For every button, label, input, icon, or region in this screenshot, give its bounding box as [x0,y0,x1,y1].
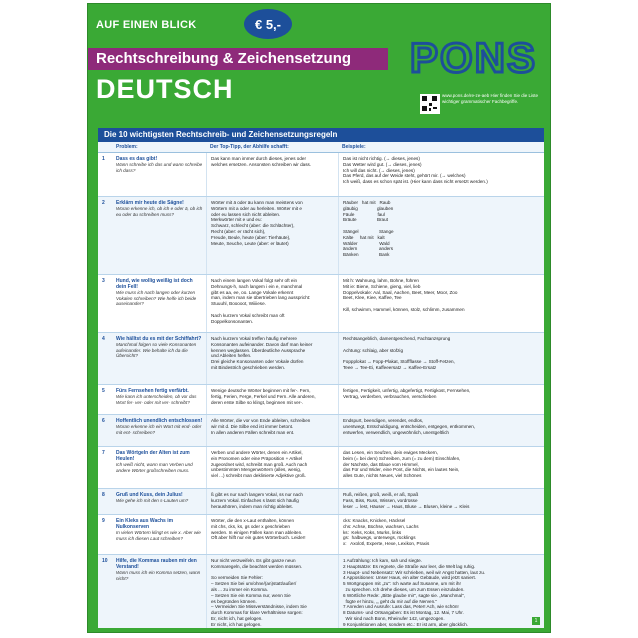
rule-number: 1 [102,156,105,162]
rule-row [98,197,544,275]
tip-line: Verben und andere Wörter, denen ein Artikel, [211,450,303,455]
tip-line: heraushören, indem man richtig ableitet. [211,503,293,509]
rule-tip [206,515,338,554]
tip-line: Er nicht, ich hat gelogen. [211,621,262,627]
tip-line: werden. In einigen Fällen kann man ableiten. [211,529,303,535]
tip-line: kennen weglassen. Überdeutliche Aussprache [211,347,306,353]
example-line: 1 Aufzählung: Ich kam, sah und siegte. [343,558,422,563]
rule-problem [98,555,206,628]
tip-line: als ... zu immer ein Komma. [211,586,268,592]
tip-line: Meute, Seuche, Leute (aber: er läutet) [211,240,289,246]
tip-line: Stuuuhl, Booooot, Wiiiiese. [211,301,266,307]
tip-line: Das kann man immer durch dieses, jenes oder [211,156,306,161]
rule-title: Hoffentlich unendlich entschlossen! [116,418,203,424]
example-line: leser → lest, Häuser → Haus, Bluse → Blusen, kleine → Kleis [343,503,470,509]
rule-question: Wie muss ich nach langen oder kurzen Vokalen schreiben? Wie helfe ich beide auseinander? [116,290,197,307]
example-line: Kälte hat mit kalt [343,234,385,240]
tip-line: welches ersetzen. Ansonsten schreiben wir dass. [211,161,312,167]
rule-title: Dass es das gibt! [116,156,158,162]
example-line: Fäule faul [343,211,385,217]
tip-line: Kommaregeln, die beachtet werden müssen. [211,563,303,569]
rule-title: Wie hälltst du es mit der Schiffahrt? [116,336,202,342]
example-line: Mit h: Wahnung, lahm, Bohne, führen [343,278,419,283]
example-line: Beet, Klee, Kiee, Kaffee, Tee [343,295,402,301]
example-line: fertigen, Fertigkeit, unfertig, abgefertigt, Fertigkost, Fernsehen, [343,388,471,393]
example-line: 4 Appositionen: Unser Haus, ein alter Gebäude, wird jetzt saniert. [343,575,477,581]
rule-row [98,415,544,447]
rule-row [98,385,544,415]
rule-problem [98,275,206,332]
rule-examples [338,415,544,446]
example-line: Ich will das nicht. (→ dieses, jenes) [343,167,415,173]
rule-question: Woran erkenne ich ein Wort mit end- oder mit ent- schreiben? [116,424,202,435]
rule-number: 4 [102,336,105,342]
qr-description: www.pons.de/re-ze-aeb Hier finden Sie die Liste wichtiger grammatischer Fachbegriffe. [442,93,539,104]
example-line: das Lesen, ein Seufzen, dein ewiges Meckern, [343,450,438,455]
column-header-problem: Problem: [116,144,138,150]
example-line: Das Pferd, das auf der Weide steht, gehört mir. (→ welches) [343,173,466,179]
tip-line: gibt es aa, ee, oo. Lange Vokale erkennt [211,289,294,295]
tip-line: Recht (aber: er rächt sich), [211,228,266,234]
rule-tip [206,385,338,414]
tip-line: unbestimmten Mengenwörtern (alles, wenig, [211,467,302,473]
rule-row [98,515,544,555]
rule-problem [98,333,206,384]
example-line: x: Axolotl, Experte, Hexe, Lexikon, Praxis [343,541,430,547]
example-line: 8 Datums- und Ortsangaben: Es ist Montag, 12. Mai, 7 Uhr. [343,610,464,616]
example-line: Vertrag, verderben, verbrauchen, verschieben [343,393,437,399]
tip-line: Wörtern mit a oder au herleiten. Wörter mit e [211,205,302,211]
tip-line: – Vermeiden Sie Missverständnisse, indem Sie [211,604,307,610]
example-line: Rechtsangeblich, damentgeschend, Fachtanzsprung [343,336,451,341]
tip-line: Konsonanten aufeinander. Davon darf man keiner [211,341,313,347]
tip-line: Oft aber hilft nur ein gutes Wörterbuch. Leider! [211,535,306,541]
example-line: cks: Knacks, Knicken, Häcksel [343,518,406,523]
rule-question: In vielen Wörtern klingt es wie x. Aber wie muss ich diesen Laut schreiben? [116,530,201,541]
rule-problem [98,515,206,554]
rule-question: Wie kann ich unterscheiden, ob vor das Wort fer- ver- oder mit ver- schreibt? [116,394,197,405]
rule-examples [338,275,544,332]
example-line: Ich weiß, dass es schon spät ist. (Hier kann dass nicht ersetzt werden.) [343,179,488,185]
pons-logo [408,34,538,78]
rule-problem [98,447,206,488]
tip-line: Wenige deutsche Wörter beginnen mit fer-. Fern, [211,388,311,393]
example-line: entwerfen, verwendlich, ungewöhnlich, unentgeltlich [343,429,449,435]
example-line: Ruß, reißen, groß, weiß, er aß, Spaß [343,492,419,497]
rule-title: Ein Kleks aus Wachs im Nulkonserven [116,518,174,530]
rule-number: 10 [102,558,108,564]
tip-line: viel ...) schreibt man deklinierte Adjektive groß. [211,473,306,479]
example-line: Das Wetter wird gut. (→ dieses, jenes) [343,161,422,167]
rule-problem [98,197,206,274]
example-line: Teee → Tee-Ei, Kaffeeersatz → Kaffee-Ersatz [343,364,437,370]
tip-line: mit chs, cks, ks, gs oder x geschrieben [211,523,290,529]
rule-examples [338,515,544,554]
tip-line: fertig, Ferien, Ferge, Ferkel und Fern. Alle anderen, [211,393,316,399]
rule-title: Gruß und Kuss, dein Julius! [116,492,183,498]
series-label: AUF EINEN BLICK [96,19,197,31]
column-headers [98,142,544,153]
example-line: 3 Haupt- und Nebensatz: Wir schrieben, weil wir Angst hatten, laut zu. [343,569,486,575]
example-line: Fass, Biss, Russ, Wissen, vordrüsse [343,497,418,503]
rule-question: Wann schreibe ich das und wann schreibe ich dass? [116,162,203,173]
rule-tip [206,489,338,514]
tip-line: man, indem man sie übertrieben lang ausspricht: [211,295,311,301]
tip-line: Doppelkonsonanten. [211,318,254,324]
rule-number: 8 [102,492,105,498]
tip-line: Dehnungs-h, nach langem i ein e, manchmal [211,283,303,289]
rule-title: Hilfe, die Kommas rauben mir den Verstand! [116,558,197,570]
example-line: 7 Anreden und Ausrufe: Lass das, Peter! Ach, wie schön! [343,604,459,610]
example-line: ändern anders [343,246,394,252]
cheat-sheet-cover [87,3,551,633]
tip-line: oder eu lassen sich nicht ableiten. [211,211,281,217]
tip-line: – Setzen Sie bei um/ohne/(an)statt/außer/ [211,581,297,587]
rules-list [98,153,544,628]
tip-line: Alle Wörter, die vor von Ende ableiten, schreiben [211,418,311,423]
rule-question: Wann muss ich ein Komma setzen, wann nicht? [116,570,201,581]
rule-row [98,489,544,515]
rule-examples [338,385,544,414]
example-line: chs: Achse, Büchse, wachsen, Lachs [343,523,419,529]
example-line: alles Gute, nichts Neues, viel Schönes [343,473,422,479]
panel-heading: Die 10 wichtigsten Rechtschreib- und Zeichensetzungsregeln [98,128,544,142]
subtitle-banner: Rechtschreibung & Zeichensetzung [88,48,388,70]
rule-number: 2 [102,200,105,206]
rule-question: Ich weiß nicht, wann man Verben und andere Wörter großschreiben muss. [116,462,193,473]
example-line: Achtung: schlaig, aber stofzig [343,347,404,353]
rule-question: Manchmal folgen so viele Konsonanten aufeinander. Wie behalte ich da die Übersicht? [116,342,197,359]
example-line: unentwegt, Entschuldigung, entscheiden, entgegen, entkommen, [343,423,476,429]
tip-line: zugeordnet wird, schreibt man groß. Auch nach [211,461,308,467]
rule-problem [98,385,206,414]
rule-number: 7 [102,450,105,456]
rule-examples [338,333,544,384]
price-badge: € 5,- [244,9,292,39]
tip-line: ß gibt es nur nach langem Vokal, ss nur nach [211,492,303,497]
example-line: Mit ie: Biene, Schiene, gieng, viel, lieb [343,283,421,289]
example-line: Wälder Wald [343,240,390,246]
rule-tip [206,415,338,446]
rule-tip [206,275,338,332]
example-line: 5 Wortgruppen mit „zu": Ich warte auf Susanne, um mit ihr [343,581,461,587]
main-title: DEUTSCH [96,74,234,104]
tip-line: Nach einem langen Vokal folgt sehr oft ein [211,278,298,283]
rule-title: Fürs Fernsehen fertig verfärbt. [116,388,189,394]
tip-line: Er, nicht ich, hat gelogen. [211,615,263,621]
example-line: 6 Wörtliche Rede: „Bitte glaube mir", sagte sie. „Manchmal", [343,592,465,598]
rule-tip [206,333,338,384]
example-line: 2 Hauptsätze: Es regnete, die Straße war leer, die Welt lag ruhig. [343,563,476,569]
example-line: beim (= bei dem) Schreiben, zum (= zu dem) Einschlafen, [343,455,461,461]
tip-line: – Setzen Sie ein Komma nur, wenn Sie [211,592,291,598]
tip-line: Wörter mit ä oder äu kann man meistens von [211,200,303,205]
tip-line: So vermeiden Sie Fehler: [211,575,263,581]
rule-row [98,555,544,628]
tip-line: und Ableiten helfen. [211,353,252,359]
column-header-tip: Der Top-Tipp, der Abhilfe schafft: [210,144,289,150]
tip-line: Freude, Beule, heute (aber: Tierhäute), [211,234,291,240]
rule-number: 9 [102,518,105,524]
example-line: gs: halbwegs, unterwegs, rücklings [343,535,416,541]
tip-line: Nach kurzem Vokal treffen häufig mehrere [211,336,297,341]
tip-line: ein Pronomen oder eine Präposition + Artikel [211,455,303,461]
example-line: 9 Konjunktionen aber, sondern etc.: Er ist arm, aber glücklich. [343,621,469,627]
tip-line: es begründen können. [211,598,257,604]
tip-line: Drei gleiche Konsonanten oder Vokale dürfen [211,359,304,365]
tip-line: wir mit d. Die Silbe end ist immer betont. [211,423,294,429]
example-line: Doppelvokale: Aal, Saal, Aachen, Beet, Meer, Moor, Zoo [343,289,458,295]
rule-examples [338,489,544,514]
example-line: das Für und Wider, eine Pont, die Nichts, ein lautes Nein, [343,467,460,473]
example-line: Bänken Bank [343,252,390,258]
tip-line: Nach kurzem Vokal schreibt man oft [211,312,285,318]
rule-tip [206,197,338,274]
rule-tip [206,153,338,196]
qr-code-icon[interactable] [420,94,440,114]
rule-question: Wie gehe ich mit den s-Lauten um? [116,498,189,503]
tip-line: Merkwörter mit e und eu: [211,217,262,223]
rule-question: Woran erkenne ich, ob ich e oder ä, ob ich eu oder äu schreiben muss? [116,206,203,217]
rule-examples [338,153,544,196]
rule-number: 6 [102,418,105,424]
tip-line: Schwarz, schlecht (aber: die Schlächter), [211,223,295,229]
rule-examples [338,555,544,628]
rules-panel [98,128,544,628]
example-line: ks: Keks, Koks, Murks, links [343,529,402,535]
pons-logo-text: PONS [410,34,538,78]
example-line: der Nächste, das Blaue vom Himmel, [343,461,419,467]
rule-problem [98,415,206,446]
rule-row [98,447,544,489]
tip-line: In allen anderen Fällen schreibt man ent. [211,429,295,435]
rule-row [98,275,544,333]
tip-line: deren erste Silbe so klingt, beginnen mit ver-. [211,399,304,405]
tip-line: durch Kommas für klare Verhältnisse sorgen: [211,610,303,616]
rule-tip [206,447,338,488]
example-line: Kill, schwimm, Hammel, können, stolz, schlimm, zusammen [343,306,465,312]
rule-problem [98,489,206,514]
rule-number: 3 [102,278,105,284]
example-line: gläubig glauben [343,205,394,211]
tip-line: mit Bindestrich geschrieben werden. [211,364,286,370]
example-line: Foppplokat → Fopp-Plakat, Stoffflasse → Stoff-Fetzen, [343,359,455,365]
example-line: Bräute Braut [343,217,388,223]
rule-title: Hund, wie wollig weißig ist doch dein Fell! [116,278,193,290]
column-header-examples: Beispiele: [342,144,366,150]
example-line: zu sprechen. Ich drehe dieses, um zum Essen einzuladen. [343,586,465,592]
example-line: Räuber hat mit Raub [343,200,391,205]
example-line: Das ist nicht richtig. (→ dieses, jenes) [343,156,420,161]
example-line: Endspurt, beendigen, verendet, endlos, [343,418,424,423]
rule-examples [338,447,544,488]
example-line: Stängel Stange [343,228,394,234]
tip-line: kurzem Vokal. Einfaches s lässt sich häufig [211,497,299,503]
rule-tip [206,555,338,628]
tip-line: Nur nicht verzweifeln. Es gibt ganze neun [211,558,296,563]
tip-line: Wörter, die den x-Laut enthalten, können [211,518,294,523]
example-line: fügte er hinzu, „, geht du mir auf die Nerven." [343,598,438,604]
page-number: 1 [532,617,540,625]
example-line: Wir sind nach Bonn, Rheinufer 142, umgezogen. [343,615,445,621]
rule-title: Das Wörtgeln der Alten ist zum Heulen! [116,450,190,462]
rule-number: 5 [102,388,105,394]
rule-row [98,333,544,385]
rule-row [98,153,544,197]
rule-title: Erklärn mir heute die Sägne! [116,200,184,206]
rule-examples [338,197,544,274]
rule-problem [98,153,206,196]
